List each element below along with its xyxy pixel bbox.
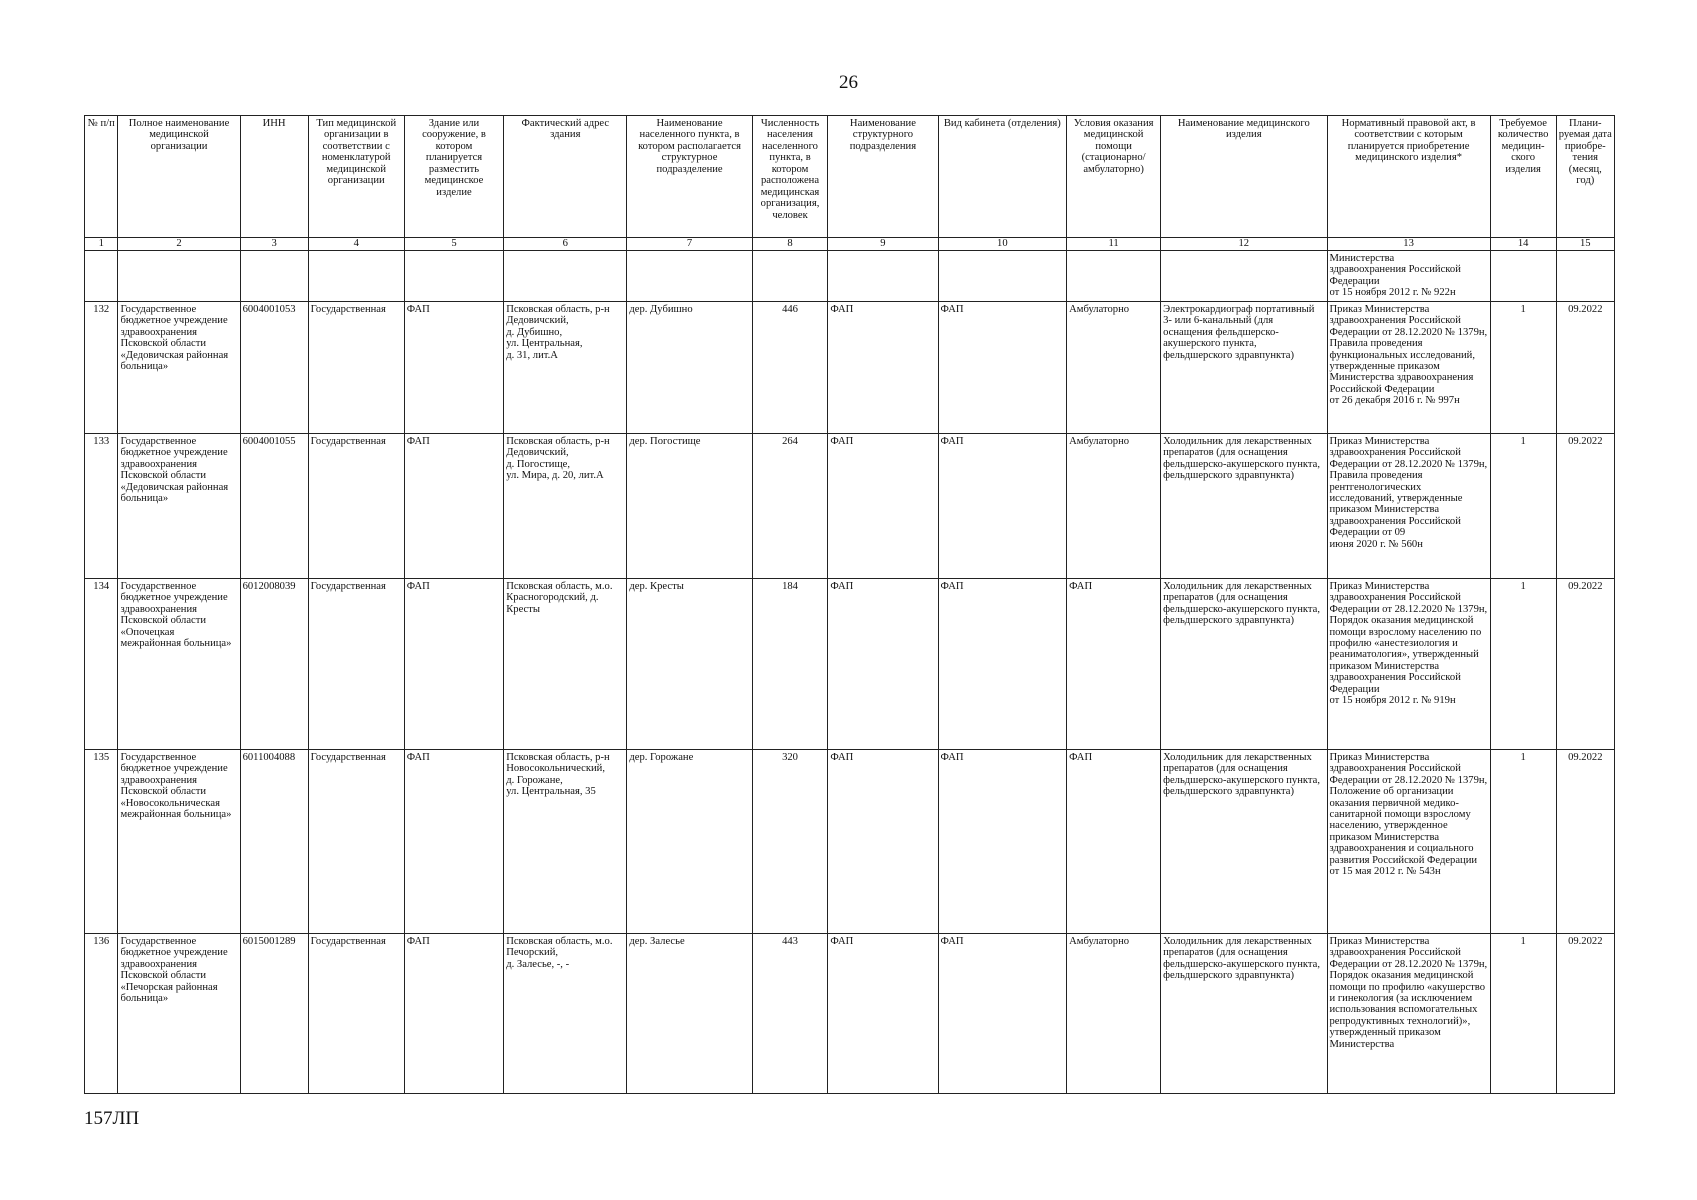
row-unit: ФАП xyxy=(828,433,938,578)
column-number: 10 xyxy=(938,238,1067,251)
table-row xyxy=(85,433,1615,578)
row-population: 264 xyxy=(752,433,828,578)
row-org: Государственное бюджетное учреждение здравоохранения Псковской области «Печорская районная больница» xyxy=(118,933,240,1093)
row-type: Государственная xyxy=(308,749,404,933)
column-number: 9 xyxy=(828,238,938,251)
header-address: Фактический адрес здания xyxy=(504,116,627,238)
row-unit: ФАП xyxy=(828,749,938,933)
header-row xyxy=(85,116,1615,238)
row-act: Приказ Министерства здравоохранения Российской Федерации от 28.12.2020 № 1379н, Положение об организации оказания первичной медико-санитарной помощи взрослому населению, утвержденное приказом Министерства здравоохранения и социального развития Российской Федерации от 15 мая 2012 г. № 543н xyxy=(1327,749,1490,933)
row-building: ФАП xyxy=(404,301,503,433)
row-qty: 1 xyxy=(1490,578,1556,749)
row-org: Государственное бюджетное учреждение здравоохранения Псковской области «Новосокольническая межрайонная больница» xyxy=(118,749,240,933)
table-row xyxy=(85,933,1615,1093)
row-unit: ФАП xyxy=(828,578,938,749)
row-population: 446 xyxy=(752,301,828,433)
row-building: ФАП xyxy=(404,749,503,933)
row-building: ФАП xyxy=(404,578,503,749)
row-date: 09.2022 xyxy=(1556,749,1614,933)
column-number: 8 xyxy=(752,238,828,251)
row-building: ФАП xyxy=(404,433,503,578)
row-building: ФАП xyxy=(404,933,503,1093)
row-population: 320 xyxy=(752,749,828,933)
row-inn: 6004001055 xyxy=(240,433,308,578)
row-population: 443 xyxy=(752,933,828,1093)
row-act: Приказ Министерства здравоохранения Российской Федерации от 28.12.2020 № 1379н, Правила проведения рентгенологических исследований, утвержденные приказом Министерства здравоохранения Российской Федерации от 09 июня 2020 г. № 560н xyxy=(1327,433,1490,578)
row-num: 136 xyxy=(85,933,118,1093)
column-number: 11 xyxy=(1067,238,1161,251)
row-cabinet: ФАП xyxy=(938,433,1067,578)
header-act: Нормативный правовой акт, в соответствии с которым планируется приобретение медицинского изделия* xyxy=(1327,116,1490,238)
row-date: 09.2022 xyxy=(1556,578,1614,749)
row-org: Государственное бюджетное учреждение здравоохранения Псковской области «Опочецкая межрайонная больница» xyxy=(118,578,240,749)
row-address: Псковская область, р-н Дедовичский, д. Погостище, ул. Мира, д. 20, лит.А xyxy=(504,433,627,578)
header-cabinet: Вид кабинета (отделения) xyxy=(938,116,1067,238)
row-device: Холодильник для лекарственных препаратов (для оснащения фельдшерско-акушерского пункта, фельдшерского здравпункта) xyxy=(1161,933,1327,1093)
header-org: Полное наименование медицинской организации xyxy=(118,116,240,238)
row-settlement: дер. Дубишно xyxy=(627,301,752,433)
row-cabinet: ФАП xyxy=(938,749,1067,933)
row-qty: 1 xyxy=(1490,749,1556,933)
row-act: Приказ Министерства здравоохранения Российской Федерации от 28.12.2020 № 1379н, Порядок оказания медицинской помощи взрослому населению по профилю «анестезиология и реаниматология», утвержденный приказом Министерства здравоохранения Российской Федерации от 15 ноября 2012 г. № 919н xyxy=(1327,578,1490,749)
column-number: 2 xyxy=(118,238,240,251)
table-row xyxy=(85,301,1615,433)
header-building: Здание или сооружение, в котором планируется разместить медицинское изделие xyxy=(404,116,503,238)
continuation-row xyxy=(85,251,1615,302)
row-address: Псковская область, м.о. Красногородский, д. Кресты xyxy=(504,578,627,749)
row-date: 09.2022 xyxy=(1556,301,1614,433)
row-conditions: Амбулаторно xyxy=(1067,433,1161,578)
row-num: 133 xyxy=(85,433,118,578)
column-number: 6 xyxy=(504,238,627,251)
column-number: 5 xyxy=(404,238,503,251)
row-cabinet: ФАП xyxy=(938,301,1067,433)
row-device: Электрокардиограф портативный 3- или 6-канальный (для оснащения фельдшерско-акушерского пункта, фельдшерского здравпункта) xyxy=(1161,301,1327,433)
row-settlement: дер. Залесье xyxy=(627,933,752,1093)
row-conditions: Амбулаторно xyxy=(1067,933,1161,1093)
row-device: Холодильник для лекарственных препаратов (для оснащения фельдшерско-акушерского пункта, фельдшерского здравпункта) xyxy=(1161,749,1327,933)
row-settlement: дер. Кресты xyxy=(627,578,752,749)
row-num: 134 xyxy=(85,578,118,749)
column-number-row xyxy=(85,238,1615,251)
row-act: Приказ Министерства здравоохранения Российской Федерации от 28.12.2020 № 1379н, Правила проведения функциональных исследований, утвержденные приказом Министерства здравоохранения Российской Федерации от 26 декабря 2016 г. № 997н xyxy=(1327,301,1490,433)
header-type: Тип медицинской организации в соответствии с номенклатурой медицинской организации xyxy=(308,116,404,238)
row-type: Государственная xyxy=(308,433,404,578)
row-inn: 6004001053 xyxy=(240,301,308,433)
row-device: Холодильник для лекарственных препаратов (для оснащения фельдшерско-акушерского пункта, фельдшерского здравпункта) xyxy=(1161,578,1327,749)
row-inn: 6015001289 xyxy=(240,933,308,1093)
table-row xyxy=(85,578,1615,749)
row-address: Псковская область, р-н Дедовичский, д. Дубишно, ул. Центральная, д. 31, лит.А xyxy=(504,301,627,433)
row-qty: 1 xyxy=(1490,933,1556,1093)
row-act: Приказ Министерства здравоохранения Российской Федерации от 28.12.2020 № 1379н, Порядок оказания медицинской помощи по профилю «акушерство и гинекология (за исключением использования вспомогательных репродуктивных технологий)», утвержденный приказом Министерства xyxy=(1327,933,1490,1093)
header-unit: Наименование структурного подразделения xyxy=(828,116,938,238)
column-number: 4 xyxy=(308,238,404,251)
header-settlement: Наименование населенного пункта, в котором располагается структурное подразделение xyxy=(627,116,752,238)
row-date: 09.2022 xyxy=(1556,933,1614,1093)
header-num: № п/п xyxy=(85,116,118,238)
footer-document-code: 157ЛП xyxy=(84,1108,140,1129)
row-type: Государственная xyxy=(308,301,404,433)
row-conditions: ФАП xyxy=(1067,749,1161,933)
header-device: Наименование медицинского изделия xyxy=(1161,116,1327,238)
row-settlement: дер. Горожане xyxy=(627,749,752,933)
row-conditions: ФАП xyxy=(1067,578,1161,749)
continuation-act-cell: Министерства здравоохранения Российской Федерации от 15 ноября 2012 г. № 922н xyxy=(1327,251,1490,302)
row-address: Псковская область, м.о. Печорский, д. Залесье, -, - xyxy=(504,933,627,1093)
row-type: Государственная xyxy=(308,933,404,1093)
row-unit: ФАП xyxy=(828,301,938,433)
row-address: Псковская область, р-н Новосокольнический, д. Горожане, ул. Центральная, 35 xyxy=(504,749,627,933)
column-number: 15 xyxy=(1556,238,1614,251)
row-unit: ФАП xyxy=(828,933,938,1093)
page-number: 26 xyxy=(839,72,858,93)
header-population: Численность населения населенного пункта, в котором расположена медицинская организация, человек xyxy=(752,116,828,238)
column-number: 7 xyxy=(627,238,752,251)
column-number: 14 xyxy=(1490,238,1556,251)
column-number: 3 xyxy=(240,238,308,251)
header-conditions: Условия оказания медицинской помощи (стационарно/ амбулаторно) xyxy=(1067,116,1161,238)
row-num: 135 xyxy=(85,749,118,933)
column-number: 13 xyxy=(1327,238,1490,251)
row-settlement: дер. Погостище xyxy=(627,433,752,578)
row-inn: 6011004088 xyxy=(240,749,308,933)
row-conditions: Амбулаторно xyxy=(1067,301,1161,433)
row-device: Холодильник для лекарственных препаратов (для оснащения фельдшерско-акушерского пункта, фельдшерского здравпункта) xyxy=(1161,433,1327,578)
row-population: 184 xyxy=(752,578,828,749)
equipment-table xyxy=(84,115,1615,1094)
row-org: Государственное бюджетное учреждение здравоохранения Псковской области «Дедовичская районная больница» xyxy=(118,301,240,433)
header-inn: ИНН xyxy=(240,116,308,238)
row-num: 132 xyxy=(85,301,118,433)
row-cabinet: ФАП xyxy=(938,578,1067,749)
row-qty: 1 xyxy=(1490,433,1556,578)
row-qty: 1 xyxy=(1490,301,1556,433)
column-number: 12 xyxy=(1161,238,1327,251)
row-date: 09.2022 xyxy=(1556,433,1614,578)
row-inn: 6012008039 xyxy=(240,578,308,749)
row-type: Государственная xyxy=(308,578,404,749)
column-number: 1 xyxy=(85,238,118,251)
table-row xyxy=(85,749,1615,933)
row-cabinet: ФАП xyxy=(938,933,1067,1093)
header-qty: Требуемое количество медицин-ского изделия xyxy=(1490,116,1556,238)
row-org: Государственное бюджетное учреждение здравоохранения Псковской области «Дедовичская районная больница» xyxy=(118,433,240,578)
header-date: Плани-руемая дата приобре-тения (месяц, год) xyxy=(1556,116,1614,238)
